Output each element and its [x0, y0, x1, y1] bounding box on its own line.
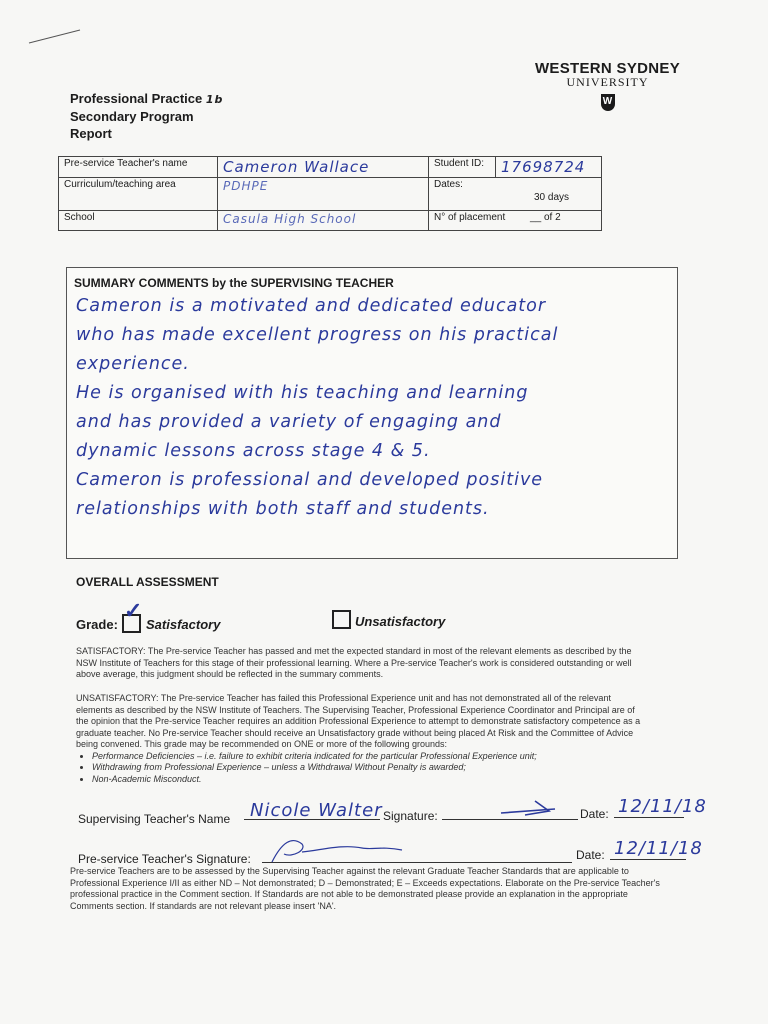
- signature-label: Signature:: [383, 809, 438, 823]
- supervisor-date-value: 12/11/18: [618, 796, 707, 817]
- pen-stroke-mark: [25, 25, 85, 50]
- summary-line: experience.: [76, 354, 190, 374]
- shield-icon: W: [601, 94, 615, 111]
- dates-value: 30 days: [534, 192, 570, 203]
- title-handwritten-annotation: 1b: [205, 93, 224, 106]
- assessment-instructions: Pre-service Teachers are to be assessed by the Supervising Teacher against the relevant Graduate Teacher Standards that are applicable to Professional Experience I/II as either ND – Not demonstrated; D – Demonstrated; E – Exceeds expectations. Elaborate on the Pre-service Teacher's professional practice in the Comment section. If Standards are not able to be demonstrated please provide an explanation in the appropriate Comments section. If standards are not relevant please insert 'NA'.: [70, 866, 660, 911]
- unsatisfactory-label: Unsatisfactory: [355, 614, 446, 629]
- summary-line: and has provided a variety of engaging and: [76, 412, 502, 432]
- university-logo: [520, 60, 695, 111]
- summary-line: dynamic lessons across stage 4 & 5.: [76, 441, 431, 461]
- list-item: • Performance Deficiencies – i.e. failure to exhibit criteria indicated for the particular Professional Experience unit;: [92, 751, 646, 763]
- unsatisfactory-text: UNSATISFACTORY: The Pre-service Teacher has failed this Professional Experience unit and has not demonstrated all of the relevant elements as described by the NSW Institute of Teachers. The Supervising Teacher, Professional Experience Coordinator and Principal are of the opinion that the Pre-service Teacher requires an addition Professional Experience to attempt to demonstrate satisfactory competence as a graduate teacher. No Pre-service Teacher should receive an Unsatisfactory grade without being placed At Risk and the Committee of Advice being convened. This grade may be recommended on ONE or more of the following grounds:: [76, 693, 641, 749]
- curriculum-label: Curriculum/teaching area: [59, 178, 218, 211]
- curriculum-value: PDHPE: [218, 178, 429, 211]
- student-info-table: [58, 156, 602, 231]
- title-line-2: Secondary Program: [70, 109, 194, 124]
- title-line-1: Professional Practice: [70, 91, 203, 106]
- dates-label: Dates:: [434, 179, 463, 190]
- summary-line: relationships with both staff and students.: [76, 499, 490, 519]
- supervisor-name-label: Supervising Teacher's Name: [78, 812, 231, 826]
- preservice-signature-scribble: [262, 832, 412, 868]
- name-value: Cameron Wallace: [218, 157, 429, 178]
- summary-heading: SUMMARY COMMENTS by the SUPERVISING TEACHER: [74, 276, 394, 290]
- table-row: [59, 178, 602, 211]
- document-title: [70, 90, 223, 142]
- summary-comments-text: [76, 292, 616, 524]
- logo-subtitle: UNIVERSITY: [566, 75, 649, 89]
- summary-line: Cameron is professional and developed positive: [76, 470, 544, 490]
- dates-cell: [429, 178, 602, 211]
- satisfactory-label: Satisfactory: [146, 617, 221, 632]
- summary-line: who has made excellent progress on his practical: [76, 325, 559, 345]
- grounds-list: [76, 751, 646, 786]
- unsatisfactory-checkbox[interactable]: [332, 610, 351, 629]
- list-item: • Non-Academic Misconduct.: [92, 774, 646, 786]
- logo-name: WESTERN SYDNEY: [534, 60, 681, 77]
- unsatisfactory-definition: [76, 693, 646, 785]
- student-id-value: 17698724: [496, 157, 602, 178]
- grade-label: Grade:: [76, 617, 118, 632]
- preservice-signature-label: Pre-service Teacher's Signature:: [78, 852, 251, 866]
- title-line-3: Report: [70, 126, 112, 141]
- check-mark-icon: ✓: [124, 598, 143, 623]
- name-label: Pre-service Teacher's name: [59, 157, 218, 178]
- supervisor-name-value: Nicole Walter: [250, 800, 383, 821]
- satisfactory-definition: SATISFACTORY: The Pre-service Teacher has passed and met the expected standard in most of the relevant elements as described by the NSW Institute of Teachers for this stage of their professional learning. Where a Pre-service Teacher's work is considered outstanding or well above average, this judgment should be reflected in the summary comments.: [76, 646, 632, 679]
- school-value: Casula High School: [218, 211, 429, 231]
- placement-value: __ of 2: [530, 212, 561, 223]
- date-label: Date:: [576, 848, 605, 862]
- placement-label: N° of placement: [434, 212, 506, 223]
- preservice-date-value: 12/11/18: [614, 838, 703, 859]
- list-item: • Withdrawing from Professional Experience – unless a Withdrawal Without Penalty is awarded;: [92, 762, 646, 774]
- student-id-label: Student ID:: [429, 157, 496, 178]
- summary-line: Cameron is a motivated and dedicated educator: [76, 296, 547, 316]
- placement-cell: [429, 211, 602, 231]
- summary-line: He is organised with his teaching and learning: [76, 383, 529, 403]
- supervisor-signature-scribble: [495, 795, 565, 819]
- school-label: School: [59, 211, 218, 231]
- overall-assessment-heading: OVERALL ASSESSMENT: [76, 575, 219, 589]
- table-row: [59, 211, 602, 231]
- table-row: [59, 157, 602, 178]
- date-label: Date:: [580, 807, 609, 821]
